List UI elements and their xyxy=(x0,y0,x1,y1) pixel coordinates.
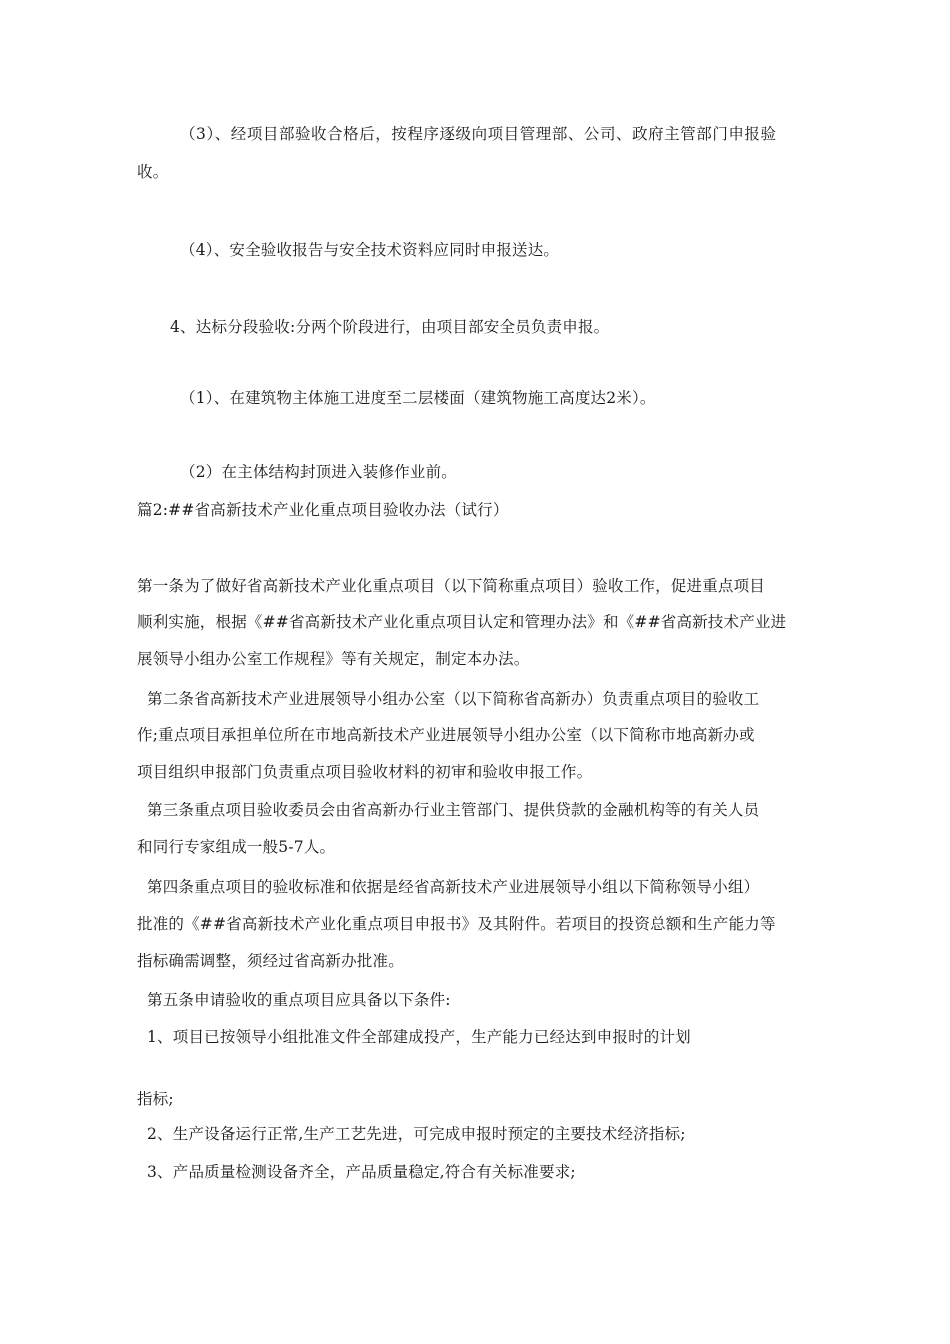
paragraph-line: 指标确需调整，须经过省高新办批准。 xyxy=(137,952,404,970)
paragraph-line: 指标; xyxy=(137,1090,174,1108)
paragraph-line: 第四条重点项目的验收标准和依据是经省高新技术产业进展领导小组以下简称领导小组） xyxy=(147,878,760,896)
list-item: 3、产品质量检测设备齐全，产品质量稳定,符合有关标准要求; xyxy=(147,1163,576,1181)
list-item: 2、生产设备运行正常,生产工艺先进，可完成申报时预定的主要技术经济指标; xyxy=(147,1125,686,1143)
list-item: 1、项目已按领导小组批准文件全部建成投产，生产能力已经达到申报时的计划 xyxy=(147,1028,691,1046)
paragraph-line: 第一条为了做好省高新技术产业化重点项目（以下简称重点项目）验收工作，促进重点项目 xyxy=(137,577,766,595)
paragraph-line: 4、达标分段验收:分两个阶段进行，由项目部安全员负责申报。 xyxy=(170,318,610,336)
paragraph-line: （1）、在建筑物主体施工进度至二层楼面（建筑物施工高度达2米）。 xyxy=(180,389,656,407)
paragraph-line: （2）在主体结构封顶进入装修作业前。 xyxy=(180,463,457,481)
paragraph-line: （3）、经项目部验收合格后，按程序逐级向项目管理部、公司、政府主管部门申报验 xyxy=(180,125,777,143)
paragraph-line: （4）、安全验收报告与安全技术资料应同时申报送达。 xyxy=(180,241,560,259)
paragraph-line: 第五条申请验收的重点项目应具备以下条件: xyxy=(147,991,451,1009)
paragraph-line: 第三条重点项目验收委员会由省高新办行业主管部门、提供贷款的金融机构等的有关人员 xyxy=(147,801,760,819)
section-heading: 篇2:##省高新技术产业化重点项目验收办法（试行） xyxy=(137,501,509,519)
paragraph-line: 展领导小组办公室工作规程》等有关规定，制定本办法。 xyxy=(137,650,530,668)
paragraph-line: 批准的《##省高新技术产业化重点项目申报书》及其附件。若项目的投资总额和生产能力等 xyxy=(137,915,776,933)
paragraph-line: 和同行专家组成一般5-7人。 xyxy=(137,838,336,856)
paragraph-line: 第二条省高新技术产业进展领导小组办公室（以下简称省高新办）负责重点项目的验收工 xyxy=(147,690,760,708)
paragraph-line: 作;重点项目承担单位所在市地高新技术产业进展领导小组办公室（以下简称市地高新办或 xyxy=(137,726,755,744)
paragraph-line: 顺利实施，根据《##省高新技术产业化重点项目认定和管理办法》和《##省高新技术产业进 xyxy=(137,613,787,631)
paragraph-line: 项目组织申报部门负责重点项目验收材料的初审和验收申报工作。 xyxy=(137,763,593,781)
paragraph-line: 收。 xyxy=(137,163,169,181)
